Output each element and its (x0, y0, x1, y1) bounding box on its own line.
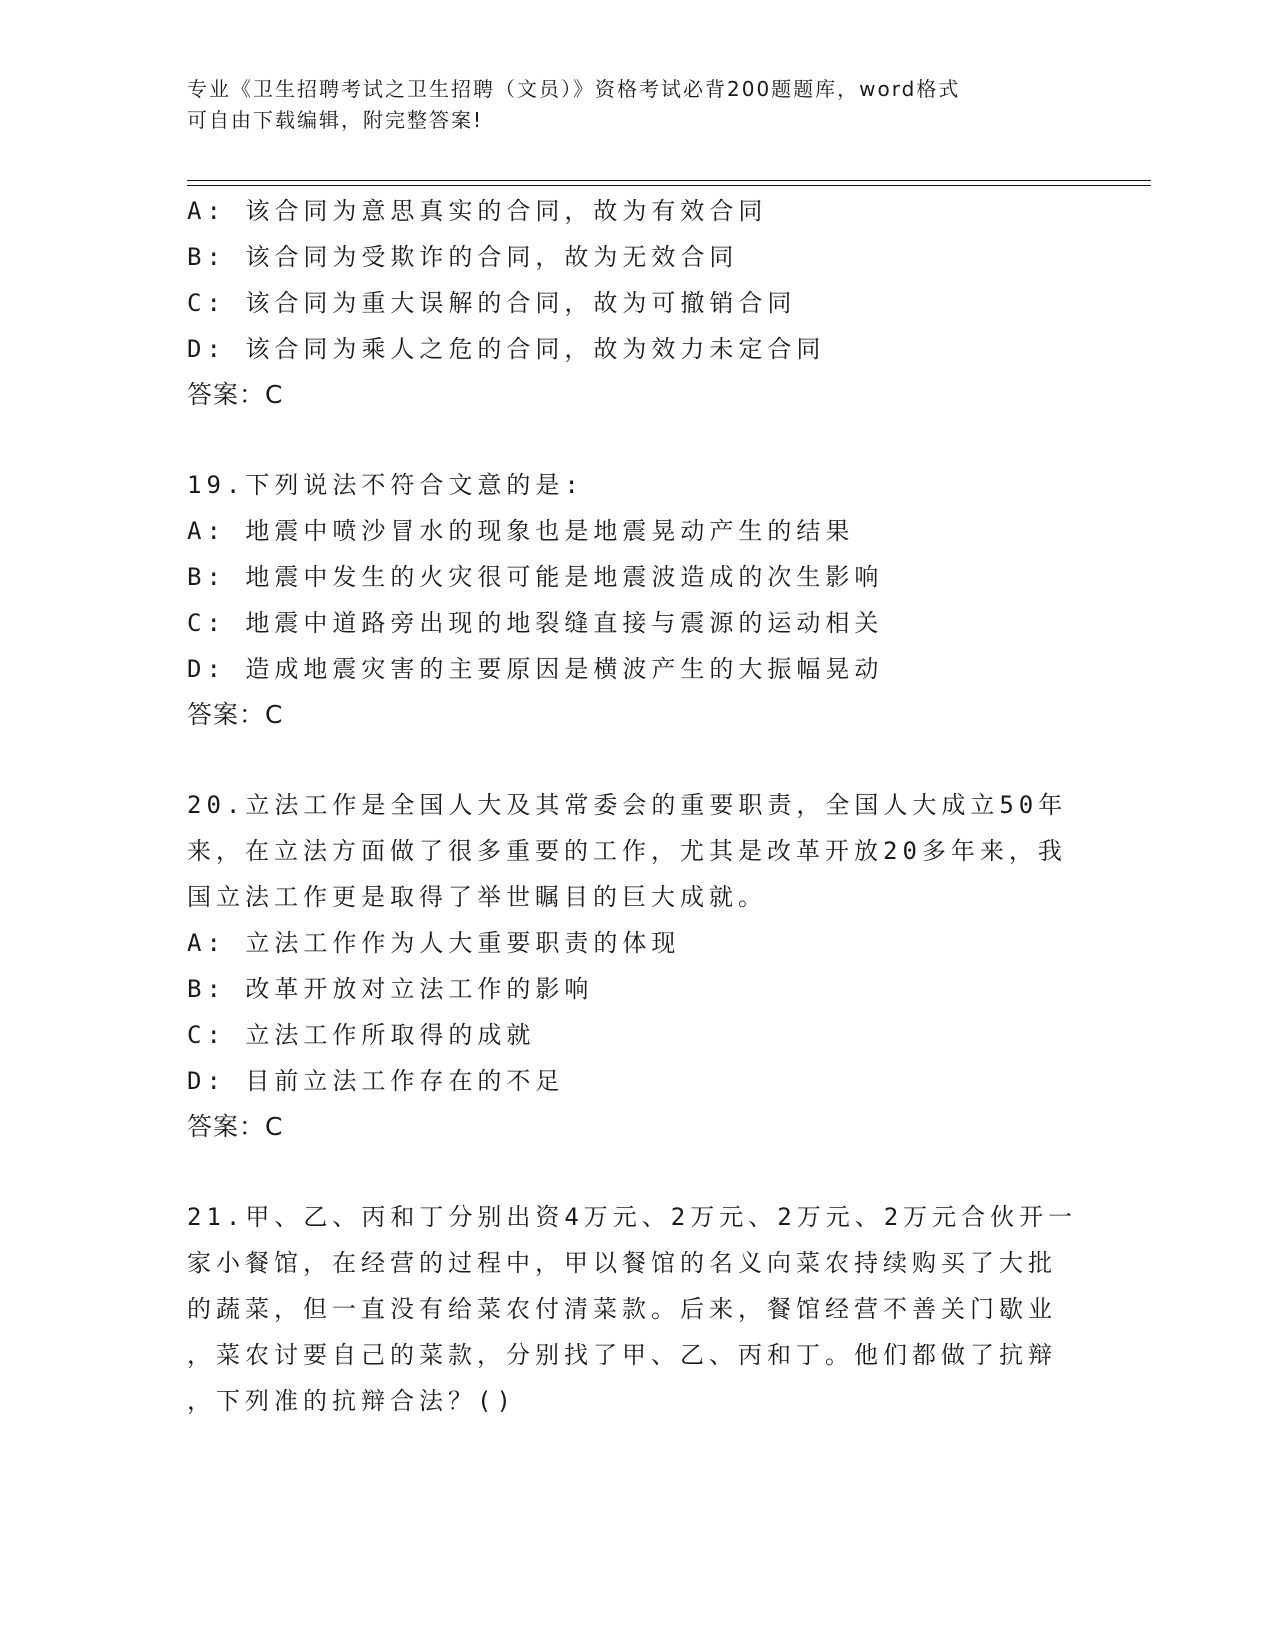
q20-stem-line-3: 国立法工作更是取得了举世瞩目的巨大成就。 (187, 883, 767, 911)
question-21-block (187, 1194, 1087, 1424)
q21-stem-line-2: 家小餐馆，在经营的过程中，甲以餐馆的名义向菜农持续购买了大批 (187, 1249, 1057, 1277)
q19-option-d: D: 造成地震灾害的主要原因是横波产生的大振幅晃动 (187, 655, 884, 683)
q18-option-b: B: 该合同为受欺诈的合同，故为无效合同 (187, 243, 739, 271)
q19-option-b: B: 地震中发生的火灾很可能是地震波造成的次生影响 (187, 563, 884, 591)
q19-option-c: C: 地震中道路旁出现的地裂缝直接与震源的运动相关 (187, 609, 884, 637)
q18-answer: 答案：C (187, 380, 284, 409)
q18-option-d: D: 该合同为乘人之危的合同，故为效力未定合同 (187, 335, 826, 363)
q20-option-a: A: 立法工作作为人大重要职责的体现 (187, 929, 681, 957)
q20-stem-line-2: 来，在立法方面做了很多重要的工作，尤其是改革开放20多年来，我 (187, 837, 1067, 865)
header-divider-bottom (187, 185, 1151, 186)
q20-option-c: C: 立法工作所取得的成就 (187, 1021, 536, 1049)
q20-option-d: D: 目前立法工作存在的不足 (187, 1067, 565, 1095)
document-header (187, 74, 1087, 136)
q18-option-a: A: 该合同为意思真实的合同，故为有效合同 (187, 197, 768, 225)
header-title-line-1: 专业《卫生招聘考试之卫生招聘（文员）》资格考试必背200题题库，word格式 (187, 77, 961, 101)
q21-stem-line-4: ，菜农讨要自己的菜款，分别找了甲、乙、丙和丁。他们都做了抗辩 (187, 1341, 1057, 1369)
q20-option-b: B: 改革开放对立法工作的影响 (187, 975, 594, 1003)
spacer (187, 1150, 1087, 1194)
q19-option-a: A: 地震中喷沙冒水的现象也是地震晃动产生的结果 (187, 517, 855, 545)
q21-stem-line-5: ，下列准的抗辩合法？() (187, 1387, 516, 1415)
header-divider-top (187, 180, 1151, 181)
q19-stem: 19.下列说法不符合文意的是: (187, 471, 584, 499)
question-content (187, 188, 1087, 1424)
q20-stem-line-1: 20.立法工作是全国人大及其常委会的重要职责，全国人大成立50年 (187, 791, 1068, 819)
q21-stem-line-1: 21.甲、乙、丙和丁分别出资4万元、2万元、2万元、2万元合伙开一 (187, 1203, 1078, 1231)
q20-answer: 答案：C (187, 1112, 284, 1141)
spacer (187, 738, 1087, 782)
question-18-block (187, 188, 1087, 418)
question-19-block (187, 462, 1087, 738)
q18-option-c: C: 该合同为重大误解的合同，故为可撤销合同 (187, 289, 797, 317)
q21-stem-line-3: 的蔬菜，但一直没有给菜农付清菜款。后来，餐馆经营不善关门歇业 (187, 1295, 1057, 1323)
question-20-block (187, 782, 1087, 1150)
q19-answer: 答案：C (187, 700, 284, 729)
spacer (187, 418, 1087, 462)
header-title-line-2: 可自由下载编辑，附完整答案! (187, 108, 484, 132)
